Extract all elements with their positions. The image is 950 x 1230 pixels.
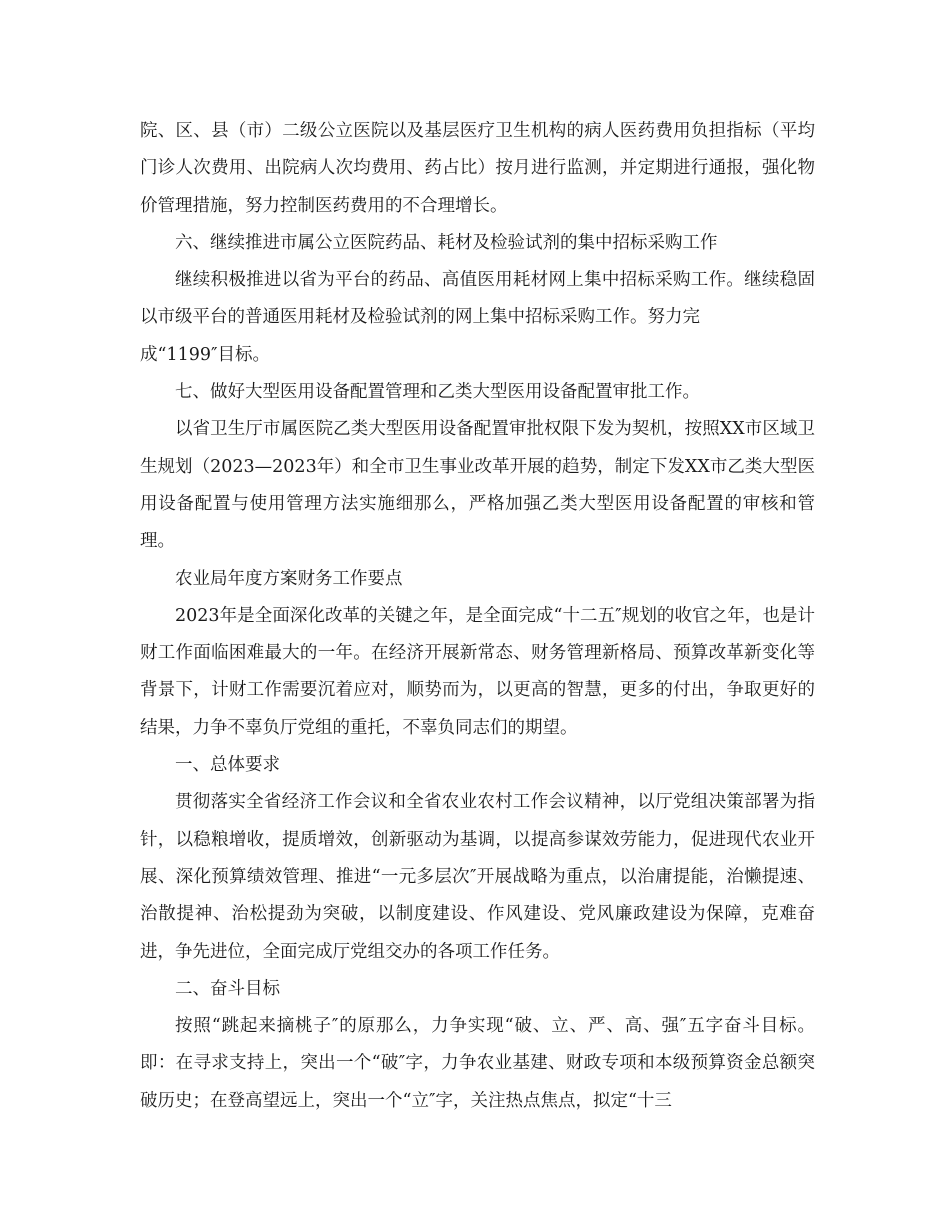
paragraph-intro-2023: 2023年是全面深化改革的关键之年，是全面完成“十二五″规划的收官之年，也是计财工作面临困难最大的一年。在经济开展新常态、财务管理新格局、预算改革新变化等背景下，计财工作需要沉着应对，顺势而为，以更高的智慧，更多的付出，争取更好的结果，力争不辜负厅党组的重托，不辜负同志们的期望。 [140, 605, 815, 738]
document-title-agriculture: 农业局年度方案财务工作要点 [175, 568, 403, 589]
paragraph-equipment: 以省卫生厅市属医院乙类大型医用设备配置审批权限下发为契机，按照XX市区域卫生规划（2023—2023年）和全市卫生事业改革开展的趋势，制定下发XX市乙类大型医用设备配置与使用管理方法实施细那么，严格加强乙类大型医用设备配置的审核和管理。 [140, 419, 815, 552]
paragraph-procurement-end: 成“1199″目标。 [140, 344, 271, 365]
document-body [140, 113, 815, 1120]
paragraph-goals: 按照“跳起来摘桃子″的原那么，力争实现“破、立、严、高、强″五字奋斗目标。即：在寻求支持上，突出一个“破″字，力争农业基建、财政专项和本级预算资金总额突破历史；在登高望远上，突出一个“立″字，关注热点焦点，拟定“十三 [140, 1016, 815, 1111]
heading-goals: 二、奋斗目标 [175, 978, 280, 999]
paragraph-general-requirements: 贯彻落实全省经济工作会议和全省农业农村工作会议精神，以厅党组决策部署为指针，以稳粮增收，提质增效，创新驱动为基调，以提高参谋效劳能力，促进现代农业开展、深化预算绩效管理、推进“一元多层次″开展战略为重点，以治庸提能，治懒提速、治散提神、治松提劲为突破，以制度建设、作风建设、党风廉政建设为保障，克难奋进，争先进位，全面完成厅党组交办的各项工作任务。 [140, 792, 815, 962]
paragraph-1: 院、区、县（市）二级公立医院以及基层医疗卫生机构的病人医药费用负担指标（平均门诊人次费用、出院病人次均费用、药占比）按月进行监测，并定期进行通报，强化物价管理措施，努力控制医药费用的不合理增长。 [140, 121, 815, 216]
heading-section-7: 七、做好大型医用设备配置管理和乙类大型医用设备配置审批工作。 [175, 382, 700, 403]
heading-general-requirements: 一、总体要求 [175, 755, 280, 776]
heading-section-6: 六、继续推进市属公立医院药品、耗材及检验试剂的集中招标采购工作 [175, 232, 718, 253]
paragraph-procurement: 继续积极推进以省为平台的药品、高值医用耗材网上集中招标采购工作。继续稳固以市级平台的普通医用耗材及检验试剂的网上集中招标采购工作。努力完 [140, 270, 815, 328]
